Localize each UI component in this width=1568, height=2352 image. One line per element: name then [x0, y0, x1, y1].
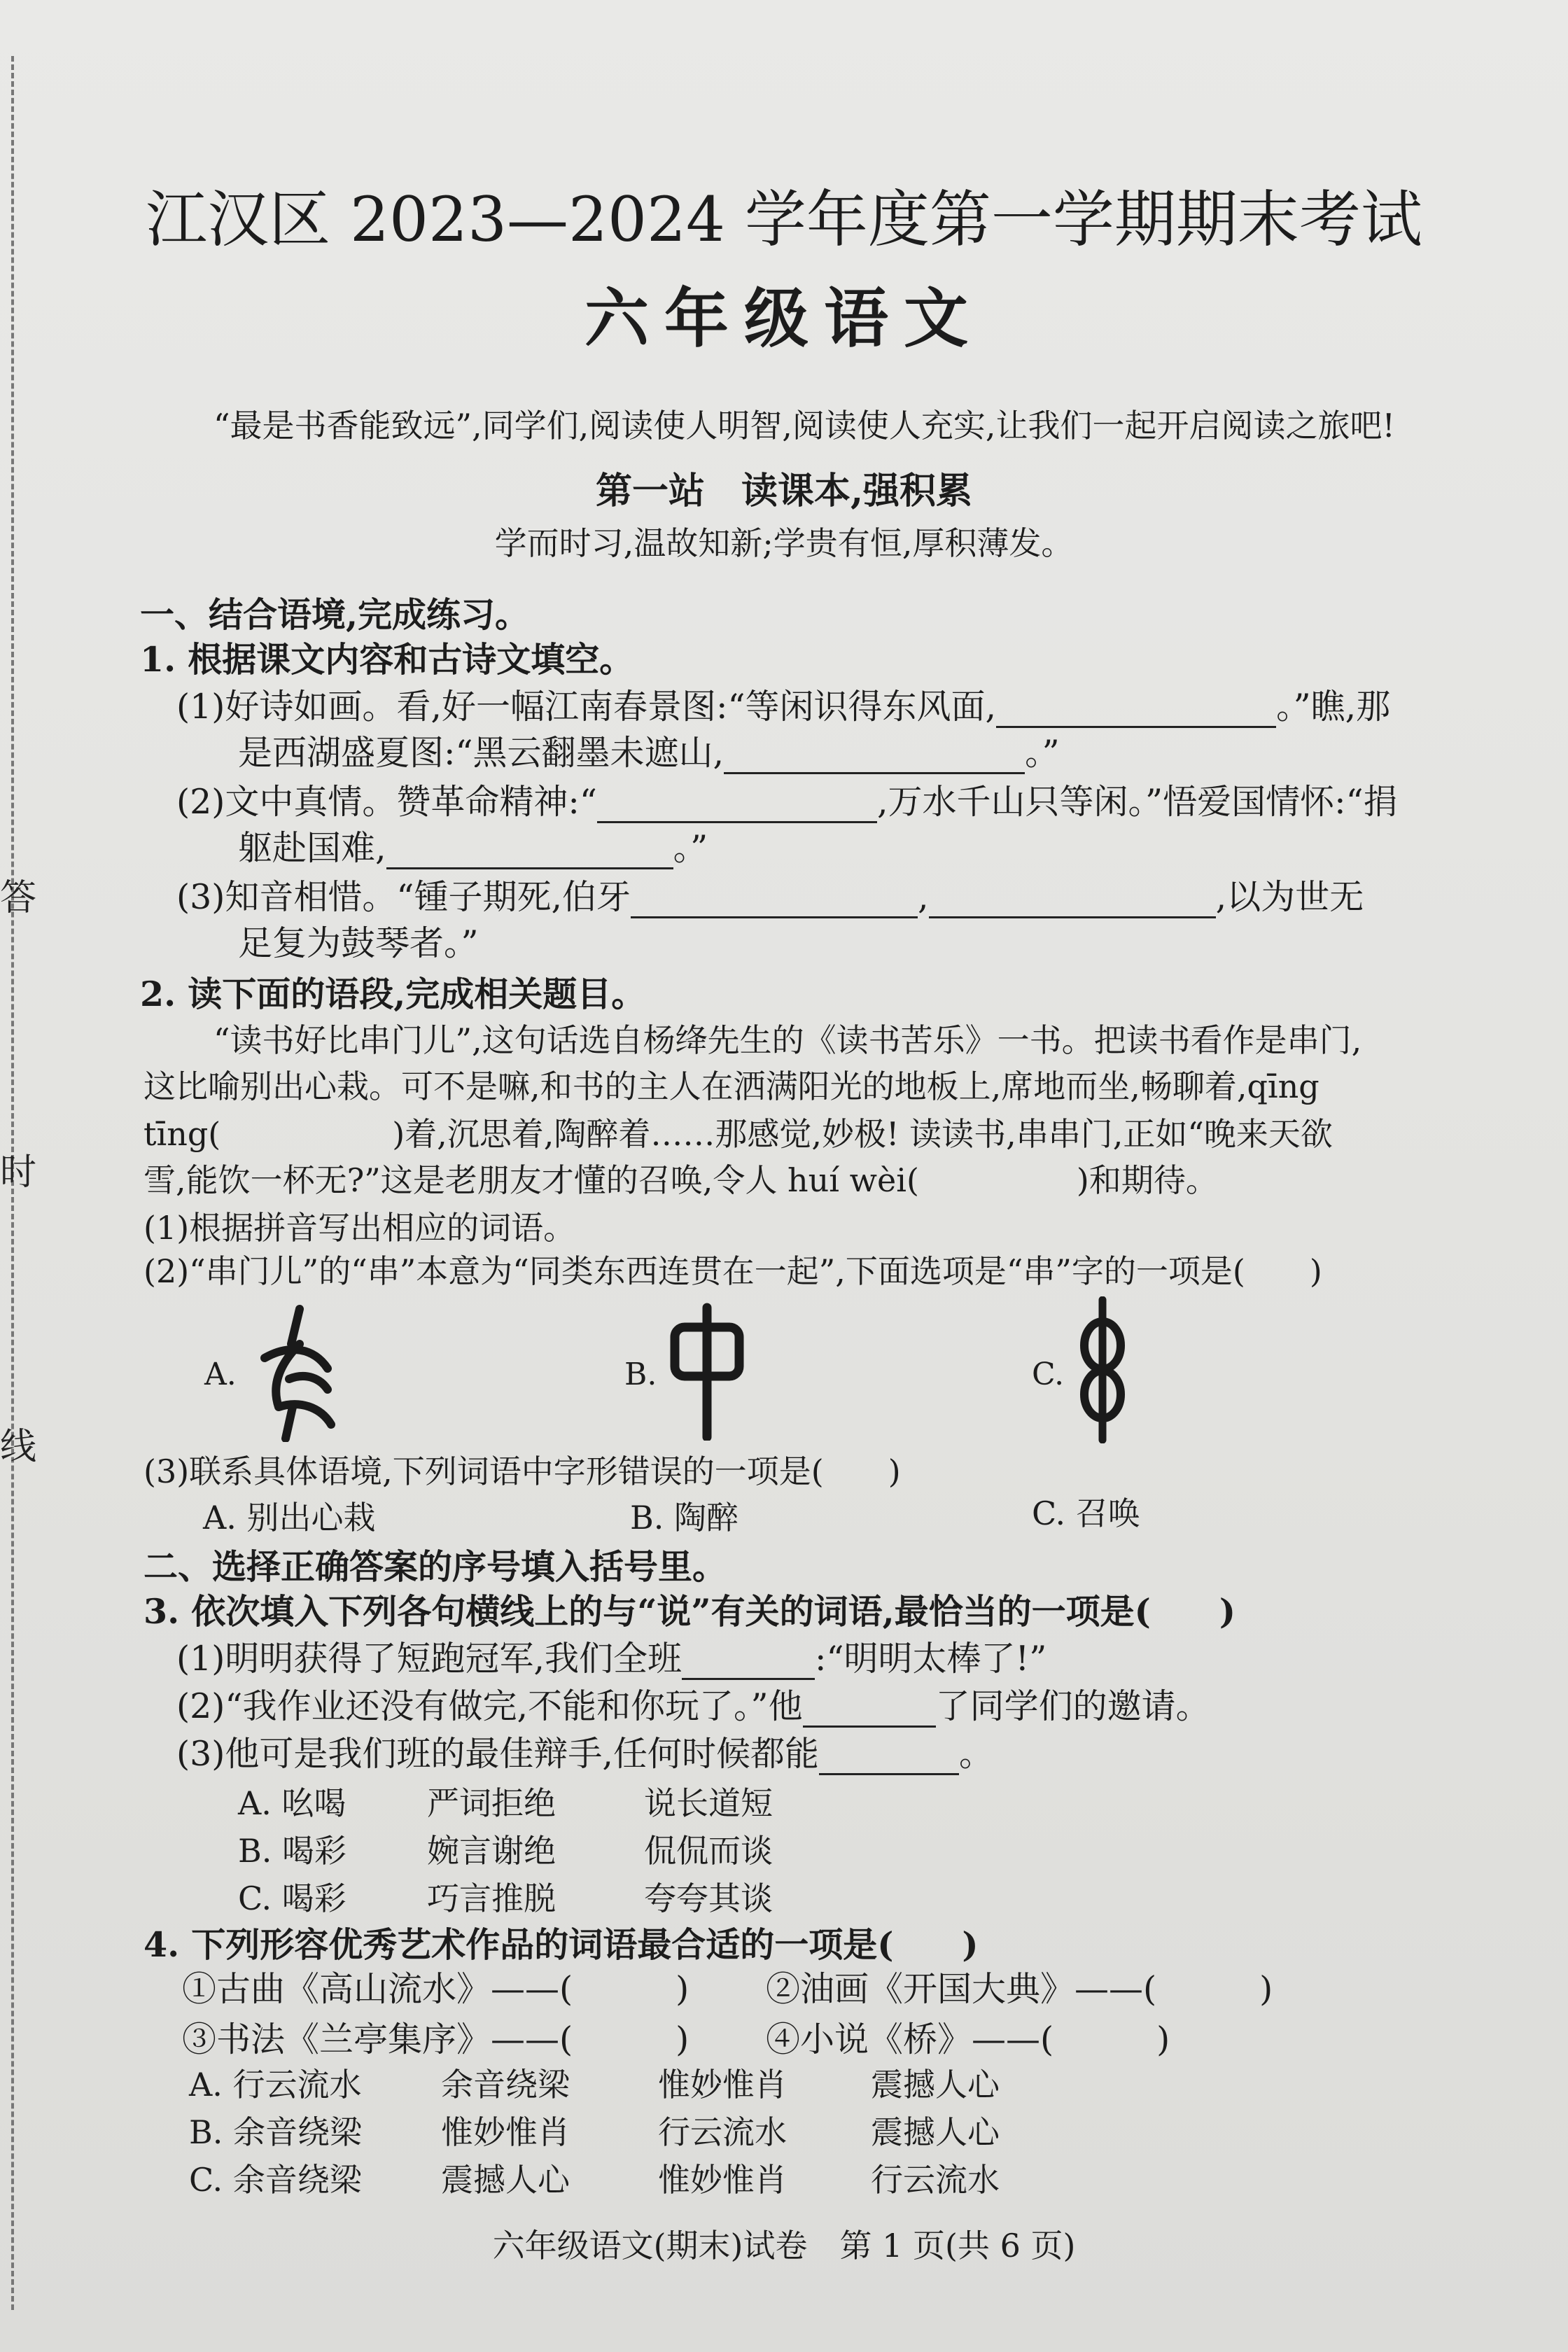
q4-option-b-word: 惟妙惟肖	[441, 2113, 570, 2151]
q1-line1-cont	[238, 732, 1060, 774]
binding-mark: 时	[0, 1152, 37, 1194]
answer-blank[interactable]	[631, 883, 918, 918]
ancient-glyph-b-icon[interactable]	[665, 1301, 749, 1441]
binding-mark: 线	[0, 1426, 37, 1468]
q4-stem: 4. 下列形容优秀艺术作品的词语最合适的一项是( )	[144, 1924, 979, 1965]
q3-text: :“明明太棒了!”	[815, 1639, 1047, 1679]
q1-line2	[176, 781, 1398, 823]
answer-blank[interactable]	[929, 883, 1216, 918]
q3-text: 了同学们的邀请。	[935, 1686, 1210, 1726]
q1-text: 。”	[1025, 733, 1060, 773]
q4-option-a-word: 震撼人心	[871, 2066, 1000, 2104]
q3-option-b-word: 婉言谢绝	[427, 1832, 556, 1870]
q3-option-c-word: 巧言推脱	[427, 1879, 556, 1917]
answer-blank[interactable]	[724, 738, 1025, 774]
q1-text: ,以为世无	[1215, 877, 1364, 917]
exam-subject: 六年级语文	[584, 281, 983, 356]
q4-option-b-word: 震撼人心	[871, 2113, 1000, 2151]
q3-option-b-word: 侃侃而谈	[644, 1832, 773, 1870]
q3-option-a-word: 说长道短	[644, 1784, 773, 1822]
q1-line3-cont: 足复为鼓琴者。”	[238, 923, 479, 963]
q4-option-a-word: 惟妙惟肖	[658, 2066, 787, 2104]
option-a-label: A.	[204, 1357, 237, 1392]
q4-option-b[interactable]: B. 余音绕梁	[189, 2113, 363, 2151]
q1-line1	[176, 686, 1390, 728]
q3-text: (2)“我作业还没有做完,不能和你玩了。”他	[176, 1686, 803, 1726]
q1-line2-cont	[238, 827, 708, 869]
q3-line1	[176, 1638, 1046, 1680]
q2-sub3: (3)联系具体语境,下列词语中字形错误的一项是( )	[144, 1452, 901, 1490]
q2-text: )着,沉思着,陶醉着……那感觉,妙极! 读读书,串串门,正如“晚来天欲	[392, 1115, 1333, 1153]
q4-option-a[interactable]: A. 行云流水	[189, 2066, 362, 2104]
q3-option-c[interactable]: C. 喝彩	[238, 1879, 346, 1917]
q2-text: )和期待。	[1076, 1161, 1218, 1199]
q4-work-2[interactable]: ②油画《开国大典》——( )	[766, 1969, 1273, 2009]
q4-option-c[interactable]: C. 余音绕梁	[189, 2161, 362, 2199]
q3-option-c-word: 夸夸其谈	[644, 1879, 773, 1917]
q4-option-b-word: 行云流水	[658, 2113, 787, 2151]
q2-sub1: (1)根据拼音写出相应的词语。	[144, 1209, 576, 1247]
q1-text: (2)文中真情。赞革命精神:“	[176, 782, 597, 822]
q3-text: (1)明明获得了短跑冠军,我们全班	[176, 1639, 682, 1679]
answer-blank[interactable]	[803, 1692, 936, 1728]
q2-passage-line: 这比喻别出心栽。可不是嘛,和书的主人在洒满阳光的地板上,席地而坐,畅聊着,qīng	[144, 1068, 1320, 1105]
pinyin-text: tīng(	[144, 1115, 221, 1153]
q3-text: 。	[959, 1734, 994, 1774]
intro-text: “最是书香能致远”,同学们,阅读使人明智,阅读使人充实,让我们一起开启阅读之旅吧!	[214, 407, 1396, 444]
option-c-label: C.	[1032, 1357, 1065, 1392]
q4-work-4[interactable]: ④小说《桥》——( )	[766, 2019, 1170, 2059]
section1-heading: 一、结合语境,完成练习。	[140, 594, 530, 635]
q1-text: 是西湖盛夏图:“黑云翻墨未遮山,	[238, 733, 724, 773]
q4-work-3[interactable]: ③书法《兰亭集序》——( )	[182, 2019, 690, 2059]
answer-blank[interactable]	[386, 834, 673, 869]
pinyin-answer-slot[interactable]	[919, 1158, 1077, 1191]
exam-title: 江汉区 2023—2024 学年度第一学期期末考试	[146, 183, 1422, 255]
q4-work-1[interactable]: ①古曲《高山流水》——( )	[182, 1969, 690, 2009]
q1-text: (3)知音相惜。“锺子期死,伯牙	[176, 877, 631, 917]
option-b-label: B.	[624, 1357, 657, 1392]
q2-sub3-option-a[interactable]: A. 别出心栽	[203, 1499, 376, 1536]
q3-option-a[interactable]: A. 吆喝	[238, 1784, 346, 1822]
q1-text: ,	[918, 877, 929, 917]
station-motto: 学而时习,温故知新;学贵有恒,厚积薄发。	[494, 524, 1074, 562]
answer-blank[interactable]	[682, 1644, 815, 1680]
section2-heading: 二、选择正确答案的序号填入括号里。	[144, 1546, 727, 1587]
q4-option-c-word: 惟妙惟肖	[658, 2161, 787, 2199]
q1-text: (1)好诗如画。看,好一幅江南春景图:“等闲识得东风面,	[176, 687, 997, 727]
q4-option-a-word: 余音绕梁	[441, 2066, 570, 2104]
q3-option-b[interactable]: B. 喝彩	[238, 1832, 347, 1870]
q1-text: ,万水千山只等闲。”悟爱国情怀:“捐	[876, 782, 1398, 822]
answer-blank[interactable]	[996, 692, 1276, 728]
q1-line3	[176, 876, 1364, 918]
binding-mark: 答	[0, 877, 37, 919]
q2-passage-line	[144, 1112, 1333, 1155]
ancient-glyph-a-icon[interactable]	[251, 1302, 342, 1442]
q2-passage-line: “读书好比串门儿”,这句话选自杨绛先生的《读书苦乐》一书。把读书看作是串门,	[214, 1021, 1362, 1059]
answer-blank[interactable]	[819, 1740, 959, 1775]
q2-sub2: (2)“串门儿”的“串”本意为“同类东西连贯在一起”,下面选项是“串”字的一项是( )	[144, 1252, 1322, 1290]
q1-text: 。”瞧,那	[1276, 687, 1391, 727]
q3-stem: 3. 依次填入下列各句横线上的与“说”有关的词语,最恰当的一项是( )	[144, 1591, 1236, 1632]
q3-line3	[176, 1733, 993, 1775]
q2-sub3-option-b[interactable]: B. 陶醉	[630, 1499, 739, 1536]
q2-passage-line	[144, 1158, 1218, 1201]
q4-option-c-word: 行云流水	[871, 2161, 1000, 2199]
q1-text: 躯赴国难,	[238, 828, 386, 868]
q2-stem: 2. 读下面的语段,完成相关题目。	[140, 974, 646, 1014]
pinyin-answer-slot[interactable]	[220, 1112, 392, 1145]
q3-line2	[176, 1686, 1210, 1728]
answer-blank[interactable]	[597, 788, 877, 823]
q2-sub3-option-c[interactable]: C. 召唤	[1032, 1494, 1140, 1532]
ancient-glyph-c-icon[interactable]	[1071, 1296, 1134, 1443]
q3-text: (3)他可是我们班的最佳辩手,任何时候都能	[176, 1734, 819, 1774]
q1-text: 。”	[673, 828, 708, 868]
q2-text: 雪,能饮一杯无?”这是老朋友才懂的召唤,令人 huí wèi(	[144, 1161, 919, 1199]
station-heading: 第一站 读课本,强积累	[595, 470, 973, 512]
q4-option-c-word: 震撼人心	[441, 2161, 570, 2199]
q3-option-a-word: 严词拒绝	[427, 1784, 556, 1822]
page-footer: 六年级语文(期末)试卷 第 1 页(共 6 页)	[492, 2227, 1076, 2264]
q1-stem: 1. 根据课文内容和古诗文填空。	[140, 639, 634, 680]
